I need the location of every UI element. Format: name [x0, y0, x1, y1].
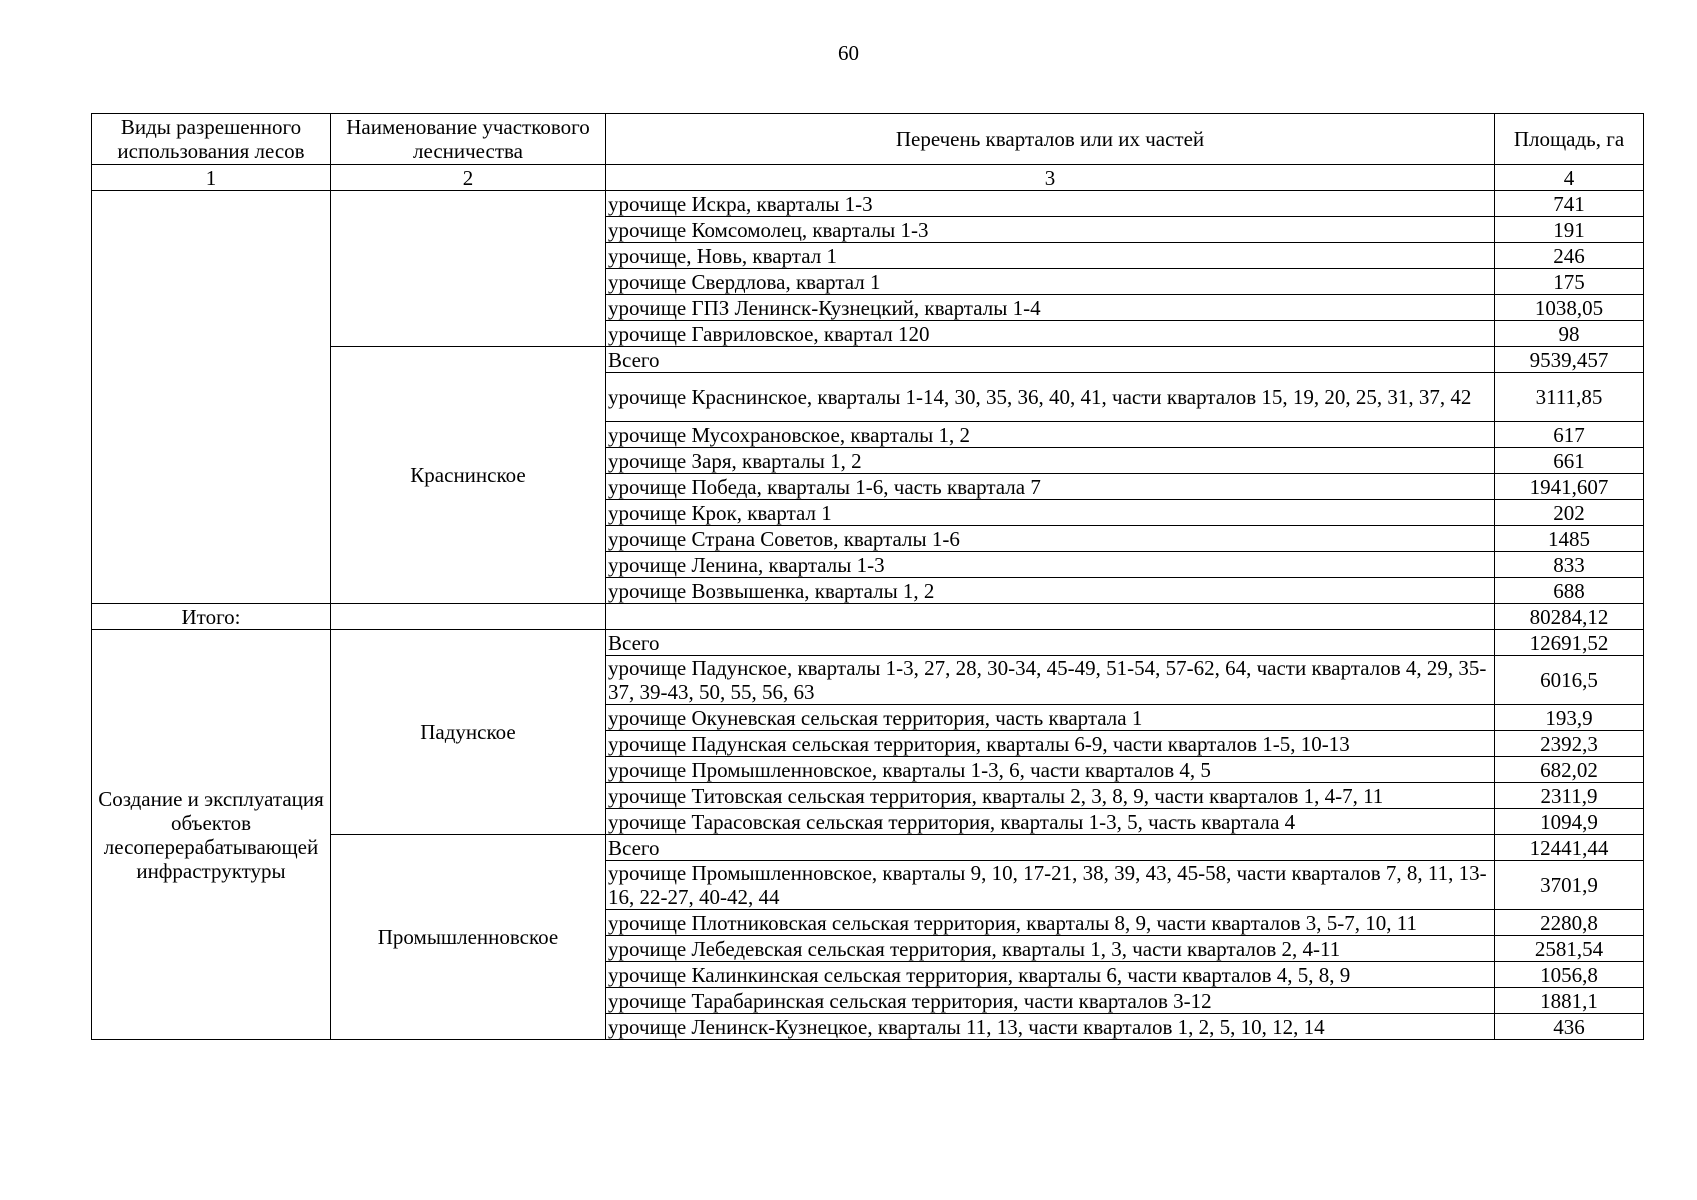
quarters-cell: урочище Свердлова, квартал 1 — [606, 269, 1495, 295]
area-cell: 3701,9 — [1495, 861, 1644, 910]
area-cell: 617 — [1495, 422, 1644, 448]
area-cell: 1056,8 — [1495, 962, 1644, 988]
header-quarters-list: Перечень кварталов или их частей — [606, 114, 1495, 165]
usage-type-cell-empty — [92, 191, 331, 604]
area-cell: 1881,1 — [1495, 988, 1644, 1014]
quarters-cell: урочище ГПЗ Ленинск-Кузнецкий, кварталы 1-4 — [606, 295, 1495, 321]
area-cell: 2392,3 — [1495, 731, 1644, 757]
quarters-cell-total: Всего — [606, 347, 1495, 373]
quarters-cell: урочище Мусохрановское, кварталы 1, 2 — [606, 422, 1495, 448]
header-usage-type: Виды разрешенного использования лесов — [92, 114, 331, 165]
quarters-cell: урочище Промышленновское, кварталы 9, 10, 17-21, 38, 39, 43, 45-58, части кварталов 7, 8, 11, 13-16, 22-27, 40-42, 44 — [606, 861, 1495, 910]
quarters-cell: урочище, Новь, квартал 1 — [606, 243, 1495, 269]
quarters-cell: урочище Тарасовская сельская территория, кварталы 1-3, 5, часть квартала 4 — [606, 809, 1495, 835]
header-forestry-name: Наименование участкового лесничества — [331, 114, 606, 165]
grand-total-area: 80284,12 — [1495, 604, 1644, 630]
quarters-cell: урочище Лебедевская сельская территория, кварталы 1, 3, части кварталов 2, 4-11 — [606, 936, 1495, 962]
quarters-cell-total: Всего — [606, 630, 1495, 656]
area-cell: 246 — [1495, 243, 1644, 269]
column-number: 1 — [92, 165, 331, 191]
area-cell-total: 12441,44 — [1495, 835, 1644, 861]
forestry-name-krasninskoe: Краснинское — [331, 347, 606, 604]
table-row — [92, 630, 1644, 656]
column-number-row — [92, 165, 1644, 191]
area-cell: 98 — [1495, 321, 1644, 347]
quarters-cell: урочище Ленина, кварталы 1-3 — [606, 552, 1495, 578]
area-cell: 688 — [1495, 578, 1644, 604]
header-row — [92, 114, 1644, 165]
area-cell: 1941,607 — [1495, 474, 1644, 500]
quarters-cell: урочище Плотниковская сельская территория, кварталы 8, 9, части кварталов 3, 5-7, 10, 11 — [606, 910, 1495, 936]
forestry-name-cell-empty — [331, 191, 606, 347]
quarters-cell: урочище Промышленновское, кварталы 1-3, 6, части кварталов 4, 5 — [606, 757, 1495, 783]
area-cell: 741 — [1495, 191, 1644, 217]
quarters-cell: урочище Калинкинская сельская территория, кварталы 6, части кварталов 4, 5, 8, 9 — [606, 962, 1495, 988]
column-number: 3 — [606, 165, 1495, 191]
area-cell: 175 — [1495, 269, 1644, 295]
area-cell: 2311,9 — [1495, 783, 1644, 809]
area-cell: 1094,9 — [1495, 809, 1644, 835]
quarters-cell: урочище Ленинск-Кузнецкое, кварталы 11, 13, части кварталов 1, 2, 5, 10, 12, 14 — [606, 1014, 1495, 1040]
quarters-cell: урочище Краснинское, кварталы 1-14, 30, 35, 36, 40, 41, части кварталов 15, 19, 20, 25, 31, 37, 42 — [606, 373, 1495, 422]
quarters-cell: урочище Страна Советов, кварталы 1-6 — [606, 526, 1495, 552]
page-number: 60 — [838, 41, 859, 65]
forestry-name-promyshlennovskoe: Промышленновское — [331, 835, 606, 1040]
area-cell: 833 — [1495, 552, 1644, 578]
quarters-cell: урочище Падунское, кварталы 1-3, 27, 28, 30-34, 45-49, 51-54, 57-62, 64, части кварталов 4, 29, 35-37, 39-43, 50, 55, 56, 63 — [606, 656, 1495, 705]
area-cell: 1485 — [1495, 526, 1644, 552]
quarters-cell: урочище Заря, кварталы 1, 2 — [606, 448, 1495, 474]
grand-total-row — [92, 604, 1644, 630]
grand-total-label: Итого: — [92, 604, 331, 630]
grand-total-empty — [606, 604, 1495, 630]
area-cell: 682,02 — [1495, 757, 1644, 783]
forest-quarters-table — [91, 113, 1644, 1040]
area-cell: 1038,05 — [1495, 295, 1644, 321]
area-cell: 3111,85 — [1495, 373, 1644, 422]
column-number: 2 — [331, 165, 606, 191]
area-cell-total: 12691,52 — [1495, 630, 1644, 656]
quarters-cell: урочище Падунская сельская территория, кварталы 6-9, части кварталов 1-5, 10-13 — [606, 731, 1495, 757]
quarters-cell-total: Всего — [606, 835, 1495, 861]
quarters-cell: урочище Гавриловское, квартал 120 — [606, 321, 1495, 347]
area-cell: 2280,8 — [1495, 910, 1644, 936]
column-number: 4 — [1495, 165, 1644, 191]
usage-type-woodworking: Создание и эксплуатация объектов лесоперерабатывающей инфраструктуры — [92, 630, 331, 1040]
quarters-cell: урочище Комсомолец, кварталы 1-3 — [606, 217, 1495, 243]
quarters-cell: урочище Победа, кварталы 1-6, часть квартала 7 — [606, 474, 1495, 500]
forestry-name-padunskoe: Падунское — [331, 630, 606, 835]
area-cell: 193,9 — [1495, 705, 1644, 731]
area-cell: 6016,5 — [1495, 656, 1644, 705]
area-cell: 2581,54 — [1495, 936, 1644, 962]
quarters-cell: урочище Искра, кварталы 1-3 — [606, 191, 1495, 217]
quarters-cell: урочище Окуневская сельская территория, часть квартала 1 — [606, 705, 1495, 731]
quarters-cell: урочище Возвышенка, кварталы 1, 2 — [606, 578, 1495, 604]
area-cell: 191 — [1495, 217, 1644, 243]
area-cell: 202 — [1495, 500, 1644, 526]
header-area: Площадь, га — [1495, 114, 1644, 165]
table-row — [92, 191, 1644, 217]
grand-total-empty — [331, 604, 606, 630]
quarters-cell: урочище Тарабаринская сельская территория, части кварталов 3-12 — [606, 988, 1495, 1014]
quarters-cell: урочище Титовская сельская территория, кварталы 2, 3, 8, 9, части кварталов 1, 4-7, 11 — [606, 783, 1495, 809]
area-cell-total: 9539,457 — [1495, 347, 1644, 373]
area-cell: 661 — [1495, 448, 1644, 474]
quarters-cell: урочище Крок, квартал 1 — [606, 500, 1495, 526]
area-cell: 436 — [1495, 1014, 1644, 1040]
